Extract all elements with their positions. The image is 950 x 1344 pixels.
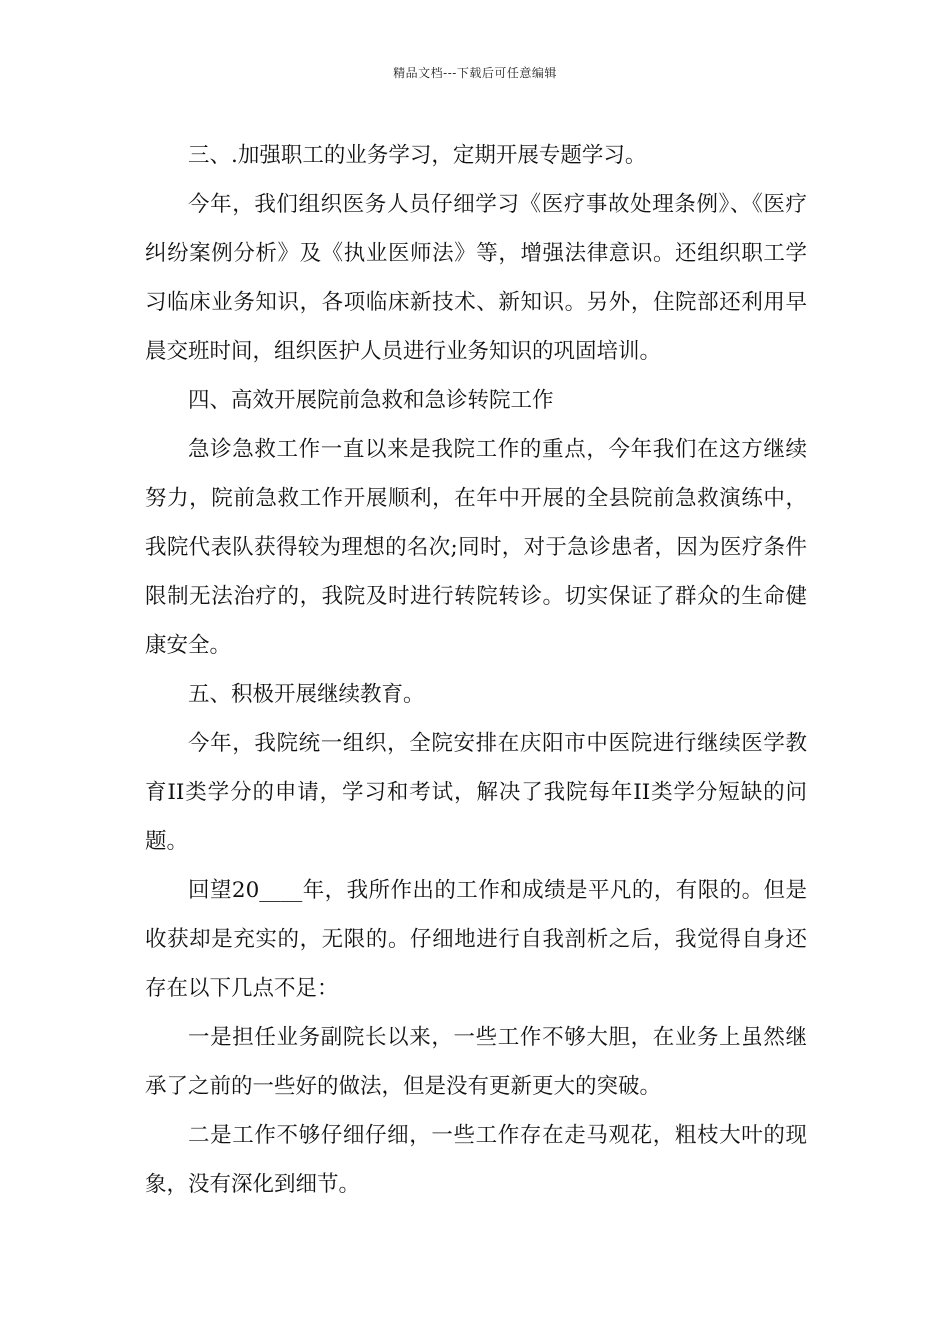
- body-paragraph: 急诊急救工作一直以来是我院工作的重点，今年我们在这方继续努力，院前急救工作开展顺利，在年中开展的全县院前急救演练中，我院代表队获得较为理想的名次;同时，对于急诊患者，因为医疗条件限制无法治疗的，我院及时进行转院转诊。切实保证了群众的生命健康安全。: [145, 437, 807, 658]
- body-paragraph: 一是担任业务副院长以来，一些工作不够大胆，在业务上虽然继承了之前的一些好的做法，但是没有更新更大的突破。: [145, 1025, 807, 1099]
- body-paragraph: 今年，我们组织医务人员仔细学习《医疗事故处理条例》、《医疗纠纷案例分析》及《执业医师法》等，增强法律意识。还组织职工学习临床业务知识，各项临床新技术、新知识。另外，住院部还利用早晨交班时间，组织医护人员进行业务知识的巩固培训。: [145, 192, 807, 364]
- section-heading-5: 五、积极开展继续教育。: [188, 682, 425, 707]
- body-paragraph: 今年，我院统一组织，全院安排在庆阳市中医院进行继续医学教育II类学分的申请，学习和考试，解决了我院每年II类学分短缺的问题。: [145, 731, 807, 854]
- body-paragraph: 二是工作不够仔细仔细，一些工作存在走马观花，粗枝大叶的现象，没有深化到细节。: [145, 1123, 807, 1197]
- section-heading-4: 四、高效开展院前急救和急诊转院工作: [188, 388, 554, 413]
- section-heading-3: 三、.加强职工的业务学习，定期开展专题学习。: [188, 143, 647, 168]
- page-header: 精品文档---下载后可任意编辑: [393, 66, 557, 80]
- document-body: [145, 131, 807, 1209]
- body-paragraph: 回望20____年，我所作出的工作和成绩是平凡的，有限的。但是收获却是充实的，无限的。仔细地进行自我剖析之后，我觉得自身还存在以下几点不足：: [145, 878, 807, 1001]
